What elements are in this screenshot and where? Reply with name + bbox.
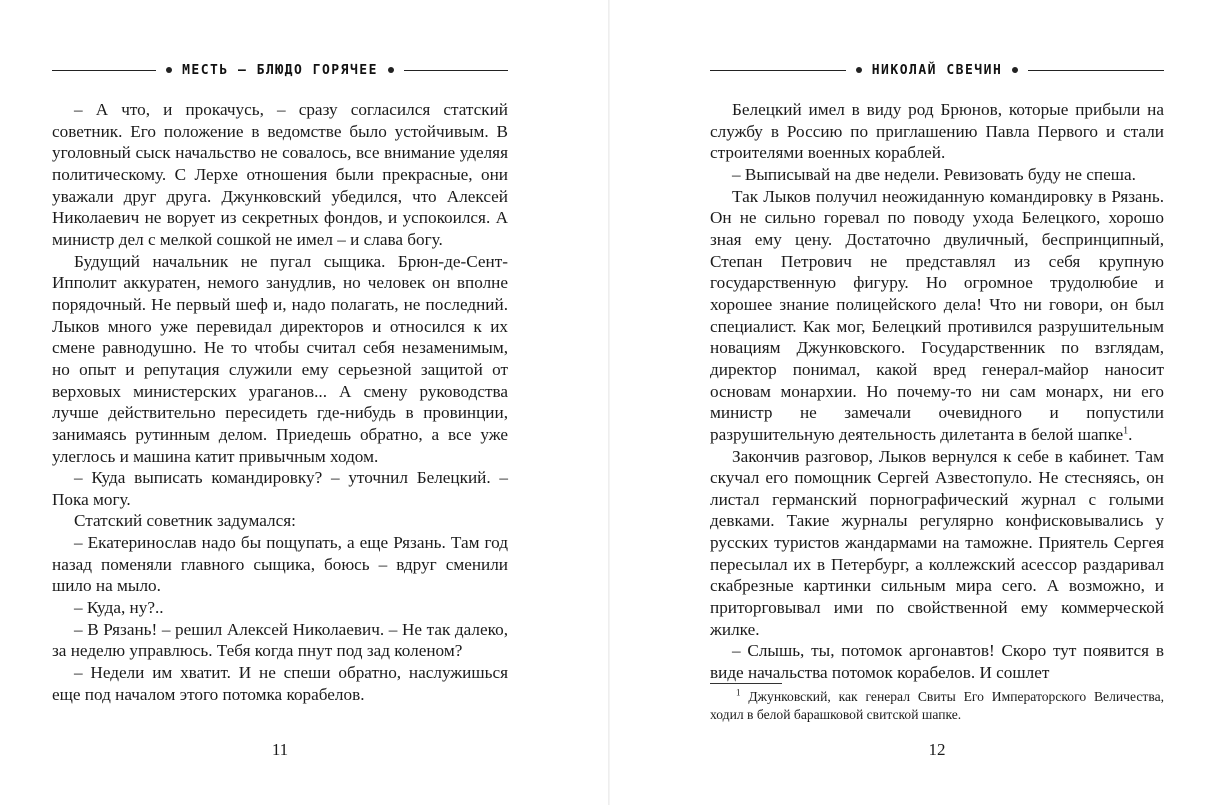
paragraph: – Слышь, ты, потомок аргонавтов! Скоро тут появится в виде начальства потомок корабелов. И сошлет: [710, 641, 1164, 683]
paragraph: – Куда, ну?..: [74, 598, 164, 618]
left-running-head: [52, 58, 508, 82]
right-page-body: [710, 99, 1164, 684]
paragraph: Белецкий имел в виду род Брюнов, которые прибыли на службу в Россию по приглашению Павла Первого и стали строителями военных кораблей.: [710, 100, 1164, 163]
running-head-dot: [1012, 67, 1018, 73]
running-head-rule-left: [710, 70, 846, 71]
paragraph: – Екатеринослав надо бы пощупать, а еще Рязань. Там год назад поменяли главного сыщика, боюсь – вдруг сменили шило на мыло.: [52, 533, 508, 596]
paragraph-with-footnote: [710, 186, 1164, 446]
paragraph: – Выписывай на две недели. Ревизовать буду не спеша.: [732, 164, 1136, 184]
left-page: [0, 0, 608, 805]
running-head-rule-right: [404, 70, 508, 71]
running-head-author: НИКОЛАЙ СВЕЧИН: [871, 62, 1003, 78]
paragraph: – В Рязань! – решил Алексей Николаевич. – Не так далеко, за неделю управлюсь. Тебя когда пнут под зад коленом?: [52, 619, 508, 661]
paragraph: Закончив разговор, Лыков вернулся к себе в кабинет. Там скучал его помощник Сергей Азвестопуло. Не стесняясь, он листал германский порнографический журнал с голыми девками. Такие журналы регулярно конфисковывались у русских туристов жандармами на таможне. Приятель Сергея пересылал их в Петербург, а коллежский асессор раздаривал скабрезные картинки сильным мира сего. А возможно, и приторговывал ими по свойственной ему коммерческой жилке.: [710, 446, 1164, 639]
running-head-rule-left: [52, 70, 156, 71]
paragraph: Статский советник задумался:: [74, 511, 296, 531]
footnote-number: 1: [736, 687, 741, 698]
footnote-rule: [710, 683, 782, 684]
footnote-text: Джунковский, как генерал Свиты Его Императорского Величества, ходил в белой барашковой свитской шапке.: [710, 689, 1164, 722]
paragraph-end: .: [1128, 424, 1133, 444]
running-head-dot: [166, 67, 172, 73]
footnote-marker: 1: [1123, 425, 1129, 437]
right-running-head: [710, 58, 1164, 82]
paragraph: Будущий начальник не пугал сыщика. Брюн-де-Сент-Ипполит аккуратен, немого занудлив, но человек он вполне порядочный. Не первый шеф и, надо полагать, не последний. Лыков много уже перевидал директоров и относился к их смене равнодушно. Не то чтобы считал себя незаменимым, но опыт и репутация служили ему серьезной защитой от верховых министерских ураганов... А смену руководства лучше действительно пересидеть где-нибудь в провинции, занимаясь рутинным делом. Приедешь обратно, а все уже улеглось и машина катит привычным ходом.: [52, 251, 508, 466]
paragraph: – А что, и прокачусь, – сразу согласился статский советник. Его положение в ведомстве было устойчивым. В уголовный сыск начальство не совалось, все внимание уделяя политическому. С Лерхе отношения были прекрасные, они уважали друг друга. Джунковский убедился, что Алексей Николаевич не ворует из секретных фондов, и успокоился. А министр дел с мелкой сошкой не имел – и слава богу.: [52, 100, 508, 249]
paragraph: – Куда выписать командировку? – уточнил Белецкий. – Пока могу.: [52, 468, 508, 509]
running-head-rule-right: [1028, 70, 1164, 71]
running-head-dot: [856, 67, 862, 73]
left-page-body: [52, 99, 508, 705]
running-head-dot: [388, 67, 394, 73]
paragraph-text: Так Лыков получил неожиданную командировку в Рязань. Он не сильно горевал по поводу ухода Белецкого, хорошо зная ему цену. Достаточно двуличный, беспринципный, Степан Петрович не представлял из себя крупную государственную фигуру. Но огромное трудолюбие и хорошее знание полицейского дела! Что ни говори, он был специалист. Как мог, Белецкий противился разрушительным новациям Джунковского. Государственник по взглядам, директор понимал, какой вред генерал-майор наносит основам монархии. Но почему-то ни сам монарх, ни его министр не замечали очевидного и попустили разрушительную деятельность дилетанта в белой шапке: [710, 186, 1164, 444]
right-page: [610, 0, 1223, 805]
footnote-paragraph: [710, 688, 1164, 724]
paragraph: – Недели им хватит. И не спеши обратно, наслужишься еще под началом этого потомка корабелов.: [52, 663, 508, 704]
footnote: [710, 688, 1164, 724]
page-number: 12: [928, 740, 946, 759]
page-number: 11: [271, 740, 289, 759]
running-head-title: МЕСТЬ – БЛЮДО ГОРЯЧЕЕ: [182, 62, 378, 78]
